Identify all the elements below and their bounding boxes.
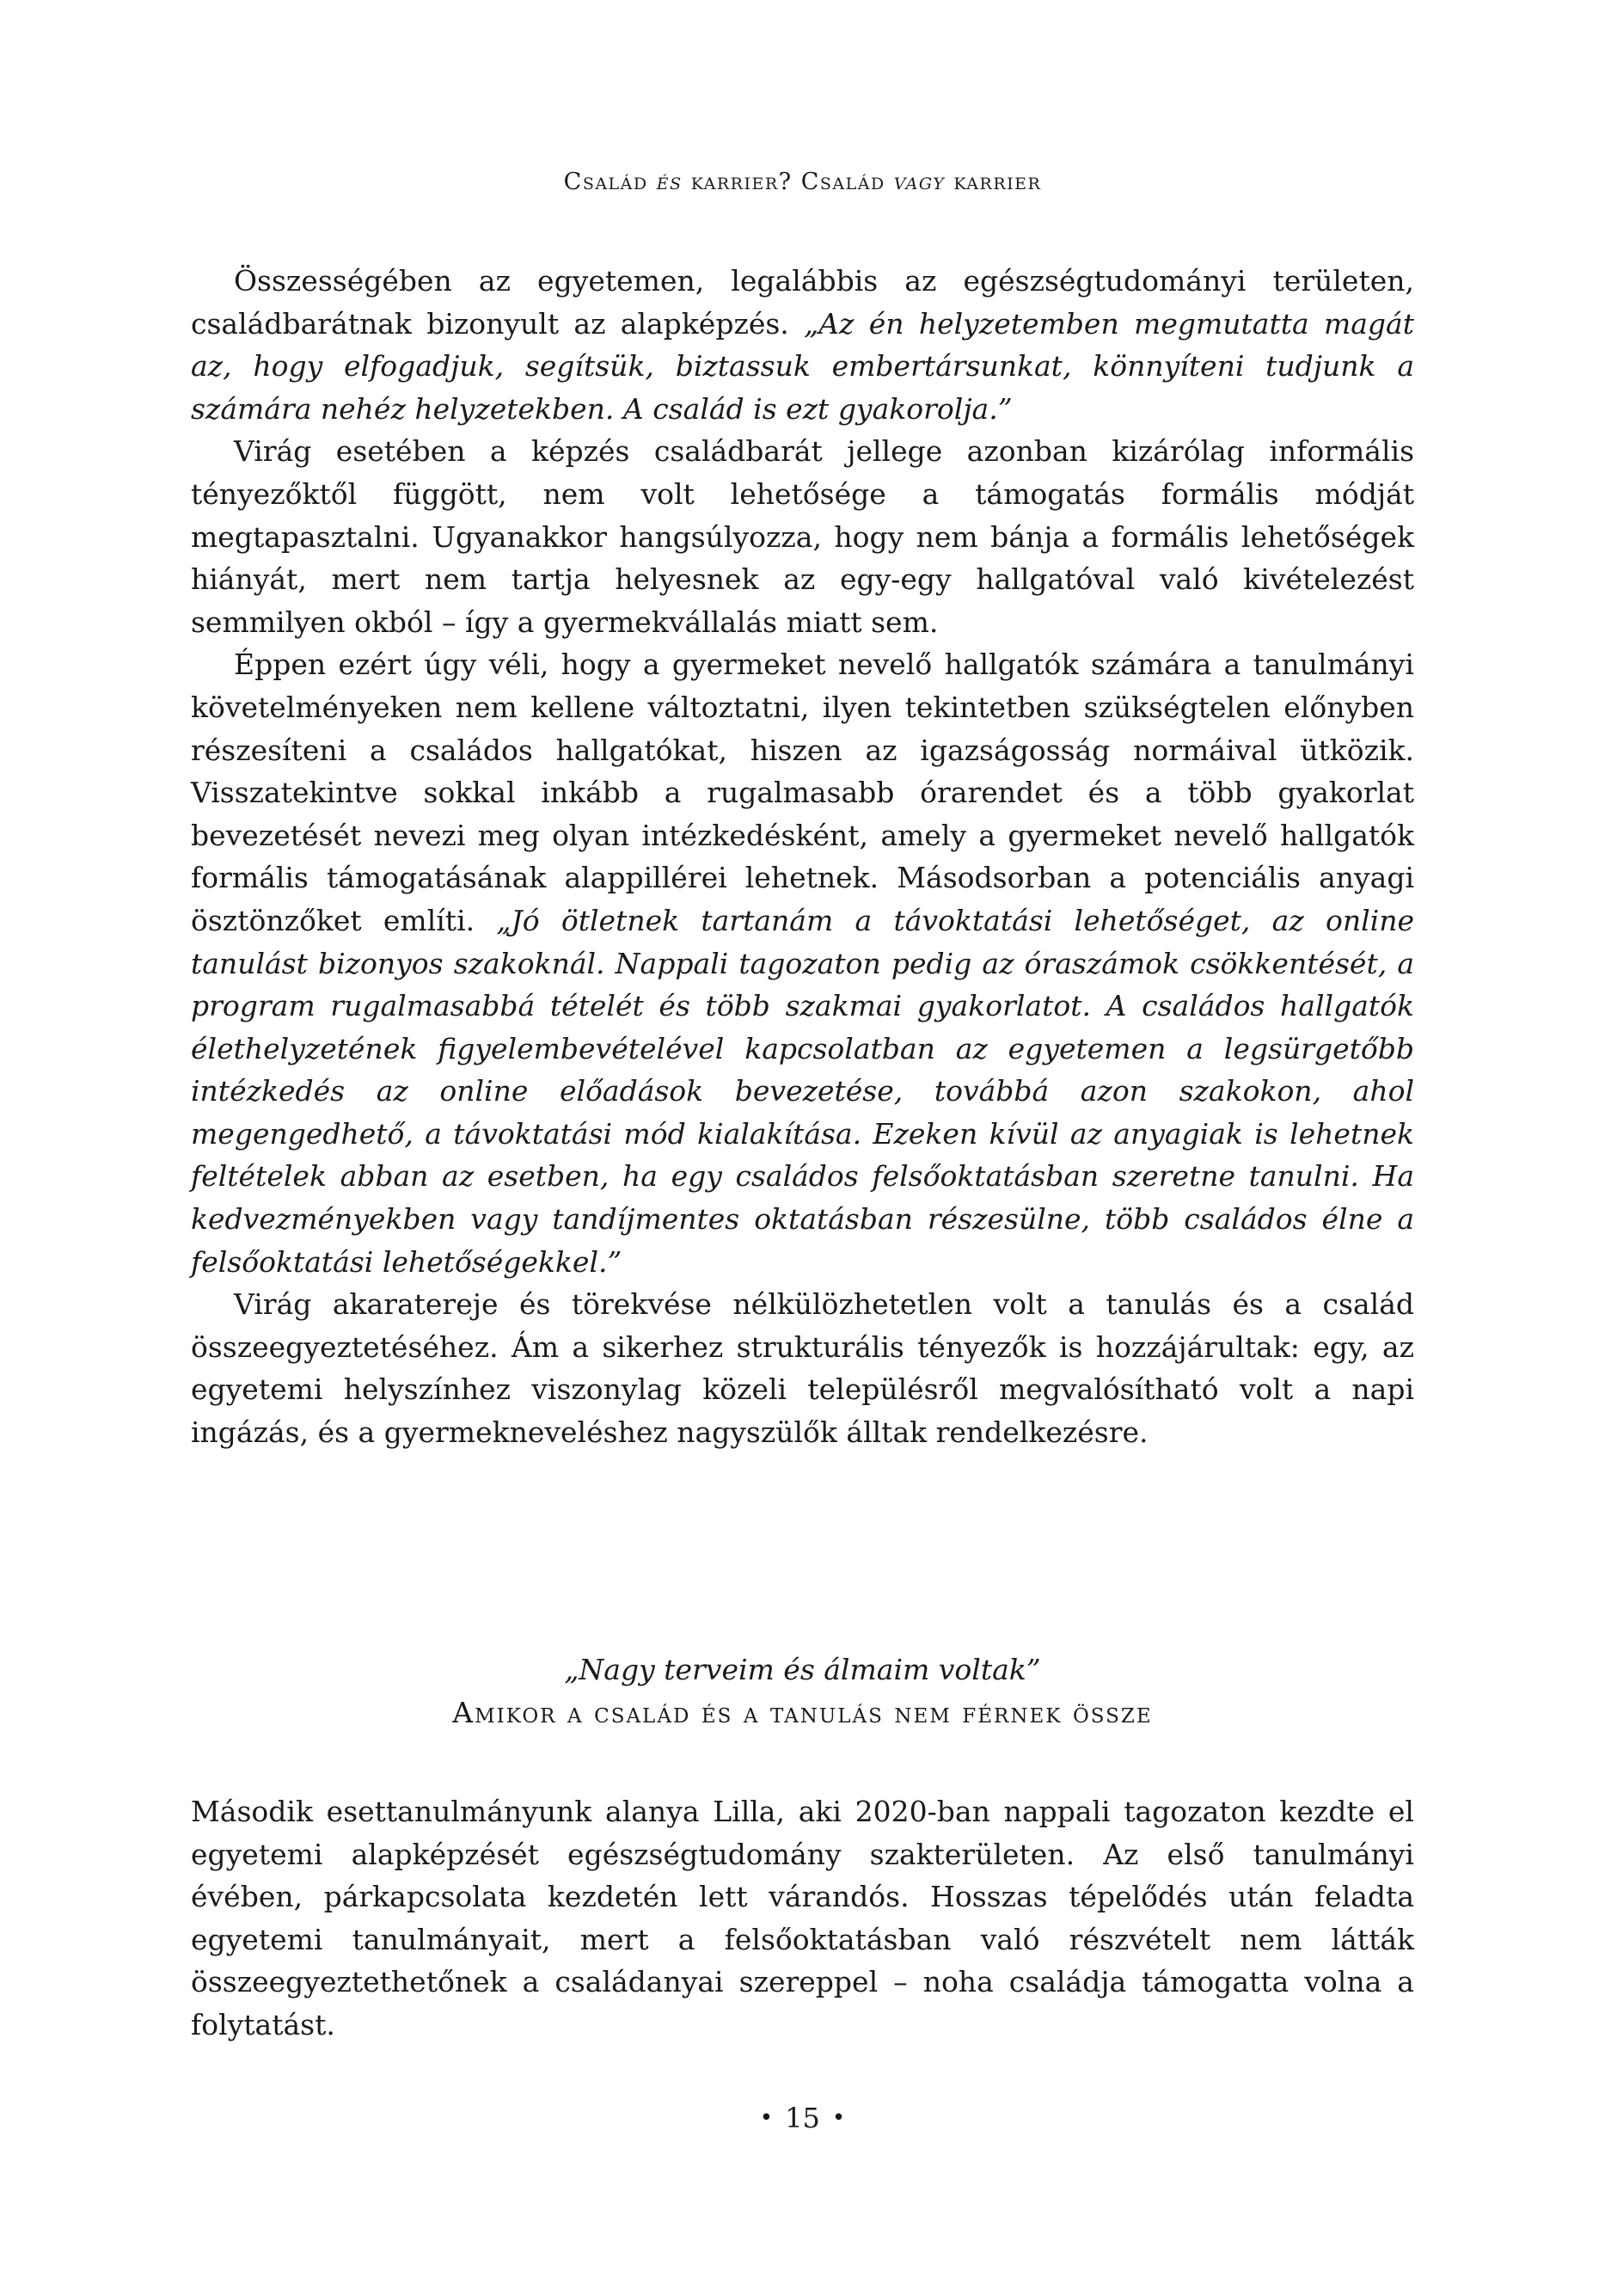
page-number: 15	[785, 2102, 820, 2134]
body-text-block	[191, 1790, 1414, 2047]
body-text-block	[191, 260, 1414, 1454]
running-header-italic: vagy	[893, 169, 946, 195]
section-heading	[0, 1648, 1605, 1734]
running-header-part: Család	[563, 169, 657, 195]
page-footer	[0, 2102, 1605, 2134]
paragraph	[191, 643, 1414, 1283]
interview-quote: „Az én helyzetemben megmutatta magát az, hogy elfogadjuk, segítsük, biztassuk embertársunkat, könnyíteni tudjunk a számára nehéz helyzetekben. A család is ezt gyakorolja.”	[191, 306, 1414, 426]
interview-quote: „Jó ötletnek tartanám a távoktatási lehetőséget, az online tanulást bizonyos szakoknál. Nappali tagozaton pedig az óraszámok csökkentését, a program rugalmasabbá tételét és több szakmai gyakorlatot. A családos hallgatók élethelyzetének figyelembevételével kapcsolatban az egyetemen a legsürgetőbb intézkedés az online előadások bevezetése, továbbá azon szakokon, ahol megengedhető, a távoktatási mód kialakítása. Ezeken kívül az anyagiak is lehetnek feltételek abban az esetben, ha egy családos felsőoktatásban szeretne tanulni. Ha kedvezményekben vagy tandíjmentes oktatásban részesülne, több családos élne a felsőoktatási lehetőségekkel.”	[191, 903, 1415, 1279]
paragraph-text: Éppen ezért úgy véli, hogy a gyermeket nevelő hallgatók számára a tanulmányi követelményeken nem kellene változtatni, ilyen tekintetben szükségtelen előnyben részesíteni a családos hallgatókat, hiszen az igazságosság normáival ütközik. Visszatekintve sokkal inkább a rugalmasabb órarendet és a több gyakorlat bevezetését nevezi meg olyan intézkedésként, amely a gyermeket nevelő hallgatók formális támogatásának alappillérei lehetnek. Másodsorban a potenciális anyagi ösztönzőket említi.	[191, 648, 1414, 937]
section-caps-title: Amikor a család és a tanulás nem férnek össze	[452, 1696, 1153, 1729]
paragraph: Virág esetében a képzés családbarát jellege azonban kizárólag informális tényezőktől függött, nem volt lehetősége a támogatás formális módját megtapasztalni. Ugyanakkor hangsúlyozza, hogy nem bánja a formális lehetőségek hiányát, mert nem tartja helyesnek az egy-egy hallgatóval való kivételezést semmilyen okból – így a gyermekvállalás miatt sem.	[191, 434, 1414, 639]
running-header	[0, 169, 1605, 195]
running-header-part: karrier	[945, 169, 1042, 195]
paragraph	[191, 260, 1414, 430]
bullet-icon: •	[759, 2105, 774, 2131]
section-quote-title: „Nagy terveim és álmaim voltak”	[564, 1653, 1041, 1686]
paragraph-text: Összességében az egyetemen, legalábbis az egészségtudományi területen, családbarátnak bizonyult az alapképzés.	[191, 264, 1414, 341]
running-header-part: karrier? Család	[682, 169, 894, 195]
bullet-icon: •	[831, 2105, 846, 2131]
running-header-italic: és	[656, 169, 683, 195]
paragraph: Második esettanulmányunk alanya Lilla, aki 2020-ban nappali tagozaton kezdte el egyetemi alapképzését egészségtudomány szakterületen. Az első tanulmányi évében, párkapcsolata kezdetén lett várandós. Hosszas tépelődés után feladta egyetemi tanulmányait, mert a felsőoktatásban való részvételt nem látták összeegyeztethetőnek a családanyai szereppel – noha családja támogatta volna a folytatást.	[191, 1795, 1414, 2041]
paragraph: Virág akaratereje és törekvése nélkülözhetetlen volt a tanulás és a család összeegyeztetéséhez. Ám a sikerhez strukturális tényezők is hozzájárultak: egy, az egyetemi helyszínhez viszonylag közeli településről megvalósítható volt a napi ingázás, és a gyermekneveléshez nagyszülők álltak rendelkezésre.	[191, 1287, 1414, 1450]
